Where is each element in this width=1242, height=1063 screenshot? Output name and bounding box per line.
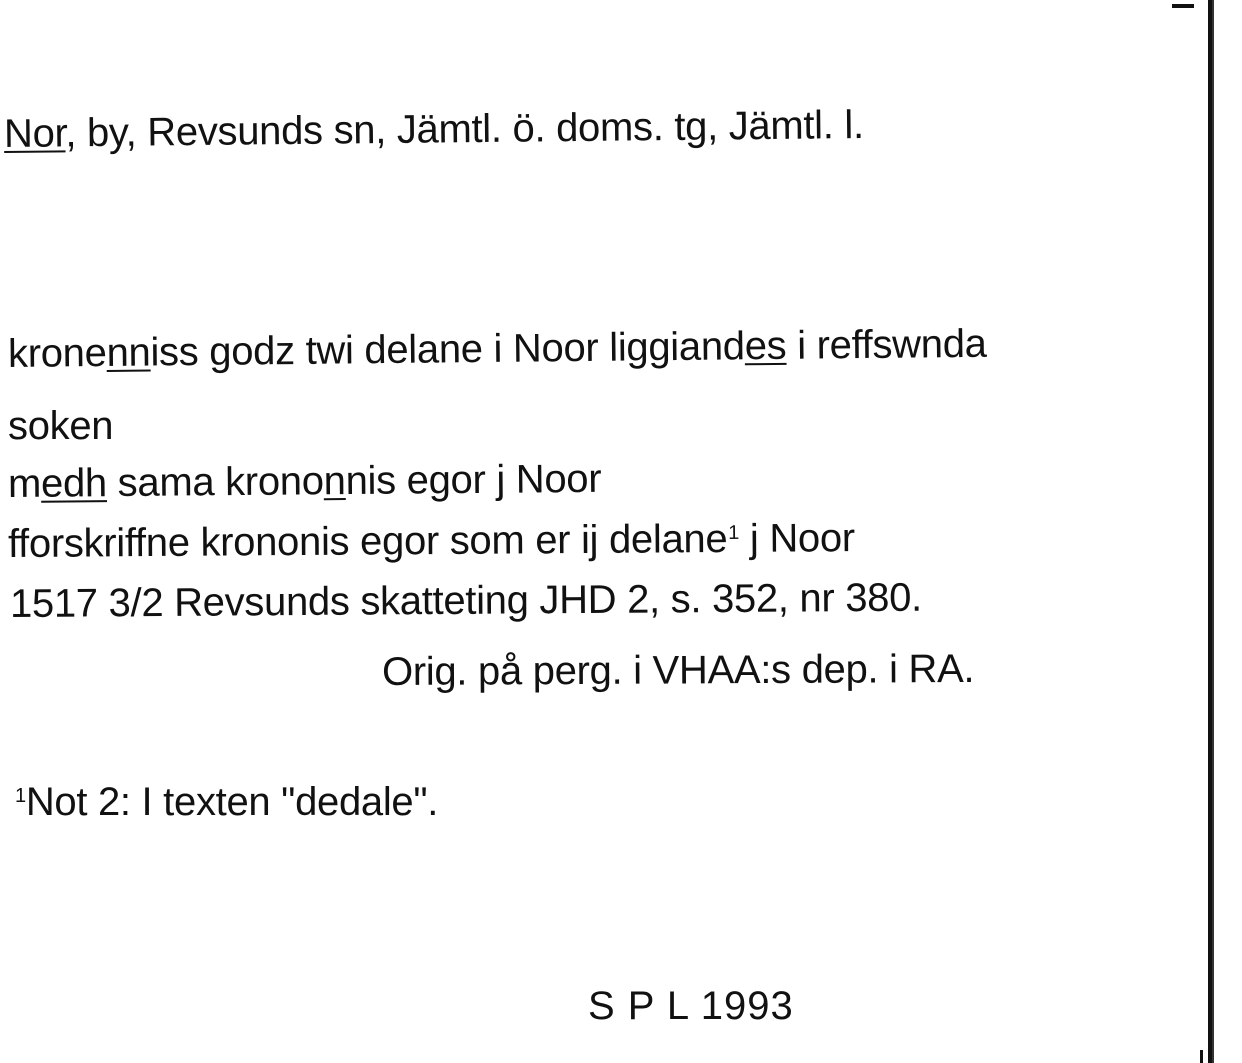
quote-text: iss godz twi delane i Noor liggiand <box>150 324 745 375</box>
quote-abbrev: es <box>744 323 787 369</box>
origin-note: Orig. på perg. i VHAA:s dep. i RA. <box>381 646 975 694</box>
footnote-marker: 1 <box>728 521 740 544</box>
quote-abbrev: n <box>323 459 346 504</box>
quote-text: fforskriffne krononis egor som er ij delane <box>7 516 728 566</box>
footnote-mark: 1 <box>15 785 26 807</box>
quote-text: m <box>7 461 42 506</box>
source-citation: 1517 3/2 Revsunds skatteting JHD 2, s. 352, nr 380. <box>9 575 923 626</box>
quote-line-1-continued: soken <box>8 404 114 448</box>
quote-text: j Noor <box>738 516 856 561</box>
quote-text: sama krono <box>106 459 324 506</box>
quote-text: nis egor j Noor <box>345 456 602 504</box>
footnote <box>14 778 438 826</box>
quote-line-2 <box>8 455 602 508</box>
quote-line-3 <box>8 514 855 568</box>
corner-mark-top <box>1172 4 1194 8</box>
quote-abbrev: edh <box>40 461 108 506</box>
footnote-text: Not 2: I texten "dedale". <box>25 780 439 824</box>
quote-line-1 <box>8 320 987 378</box>
quote-text: i reffswnda <box>786 321 987 368</box>
quote-text: krone <box>7 330 107 376</box>
corner-mark-bottom <box>1200 1050 1203 1063</box>
signature: S P L 1993 <box>588 984 794 1028</box>
entry-heading <box>4 101 864 158</box>
card-edge-shadow <box>1212 0 1214 1063</box>
place-description: , by, Revsunds sn, Jämtl. ö. doms. tg, Jämtl. l. <box>65 102 865 156</box>
quote-abbrev: nn <box>106 330 151 375</box>
place-name: Nor <box>3 111 66 156</box>
